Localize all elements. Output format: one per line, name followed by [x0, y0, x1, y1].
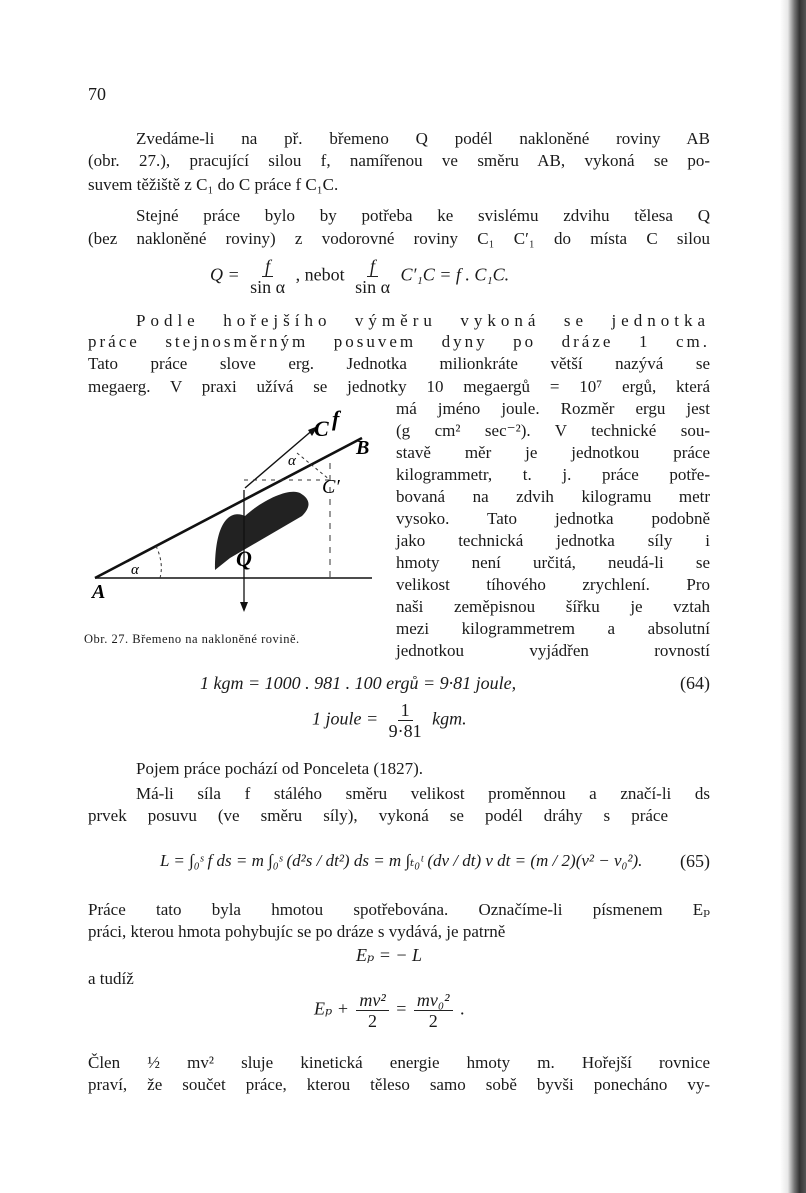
label-f: f [332, 406, 340, 431]
label-C-top: C [314, 416, 329, 441]
text-line: bovaná na zdvih kilogramu metr [396, 487, 710, 506]
text-line: práce stejnosměrným posuvem dyny po dráze 1 cm. [88, 332, 710, 351]
equation-number-64: (64) [680, 673, 710, 693]
text-line: vysoko. Tato jednotka podobně [396, 509, 710, 528]
text-line: Člen ½ mv² sluje kinetická energie hmoty m. Hořejší rovnice [88, 1053, 710, 1072]
fraction: $\frac{f}{\text{sin α}}$ [250, 256, 286, 297]
figure-caption: Obr. 27. Břemeno na nakloněné rovině. [84, 632, 300, 646]
angle-arc [156, 546, 161, 578]
fraction: $\frac{1}{9\cdot 81}$ [388, 700, 422, 741]
equation-number-65: (65) [680, 851, 710, 871]
eq-mid: , nebot [295, 264, 345, 285]
text-line: Stejné práce bylo by potřeba ke svislému zdvihu tělesa Q [136, 206, 710, 225]
equation-64: 1 kgm = 1000 . 981 . 100 ergů = 9·81 joule, [200, 673, 517, 693]
text-line: kilogrammetr, t. j. práce potře- [396, 465, 710, 484]
text-line: prvek posuvu (ve směru síly), vykoná se podél dráhy s práce [88, 806, 668, 825]
text-line: naši zeměpisnou šířku je vztah [396, 597, 710, 616]
label-C-prime: C′ [322, 476, 340, 498]
eq-rhs: C′₁C = f . C₁C. [400, 264, 510, 285]
text-line: Práce tato byla hmotou spotřebována. Označíme-li písmenem Eₚ [88, 900, 710, 919]
label-A: A [92, 581, 106, 603]
label-C1: C [224, 473, 238, 495]
text-line: suvem těžiště z C₁ do C práce f C₁C. [88, 175, 339, 194]
equation-65: L = ∫₀ˢ f ds = m ∫₀ˢ (d²s / dt²) ds = m ∫ₜ₀ᵗ (dv / dt) v dt = (m / 2)(v² − v₀²). [160, 851, 643, 870]
equation-64b: 1 joule = $\frac{1}{9\cdot 81}$ kgm. [312, 700, 467, 741]
text-line: (g cm² sec⁻²). V technické sou- [396, 421, 710, 440]
text-line: mezi kilogrammetrem a absolutní [396, 619, 710, 638]
paragraph-4: Pojem práce pochází od Ponceleta (1827). [136, 759, 424, 778]
label-Q: Q [236, 546, 252, 571]
text-line: stavě měr je jednotkou práce [396, 443, 710, 462]
text-line: Má-li síla f stálého směru velikost proměnnou a značí-li ds [136, 784, 710, 803]
page-number: 70 [88, 84, 106, 104]
label-B: B [356, 437, 370, 459]
text-line: (bez nakloněné roviny) z vodorovné roviny C₁ C′₁ do místa C silou [88, 229, 710, 248]
figure-inclined-plane [90, 398, 390, 623]
equation-ep: Eₚ = − L [356, 945, 422, 965]
text-line: (obr. 27.), pracující silou f, namířenou ve směru AB, vykoná se po- [88, 151, 710, 170]
text-line: Tato práce slove erg. Jednotka milionkráte větší nazývá se [88, 354, 710, 373]
eq-lhs: Q = [210, 264, 240, 285]
text-line: megaerg. V praxi užívá se jednotky 10 megaergů = 10⁷ ergů, která [88, 377, 710, 396]
load-body [215, 492, 309, 570]
text-line: praví, že součet práce, kterou těleso samo sobě byvši ponecháno vy- [88, 1075, 710, 1094]
text-line: jednotkou vyjádřen rovností [396, 641, 710, 660]
text-line: Zvedáme-li na př. břemeno Q podél nakloněné roviny AB [136, 129, 710, 148]
page-edge-shadow [780, 0, 806, 1193]
text-line: velikost tíhového zrychlení. Pro [396, 575, 710, 594]
text-a-tudiz: a tudíž [88, 969, 134, 988]
text-line: práci, kterou hmota pohybujíc se po dráze s vydává, je patrně [88, 922, 506, 941]
text-line: jako technická jednotka síly i [396, 531, 710, 550]
label-alpha-top: α [288, 453, 296, 469]
label-alpha-base: α [131, 562, 139, 578]
weight-arrowhead [240, 602, 248, 612]
equation-energy: Eₚ + $\frac{\text{mv²}}{2}$ = $\frac{\text{mv₀²}}{2}$ . [314, 990, 465, 1031]
text-line: má jméno joule. Rozměr ergu jest [396, 399, 710, 418]
fraction: $\frac{\text{mv₀²}}{2}$ [414, 990, 453, 1031]
equation-force [210, 256, 509, 297]
fraction: $\frac{f}{\text{sin α}}$ [355, 256, 391, 297]
text-line: Podle hořejšího výměru vykoná se jednotka [136, 311, 710, 330]
text-line: hmoty není určitá, neudá-li se [396, 553, 710, 572]
fraction: $\frac{\text{mv²}}{2}$ [356, 990, 388, 1031]
force-arrow-line [245, 428, 315, 488]
